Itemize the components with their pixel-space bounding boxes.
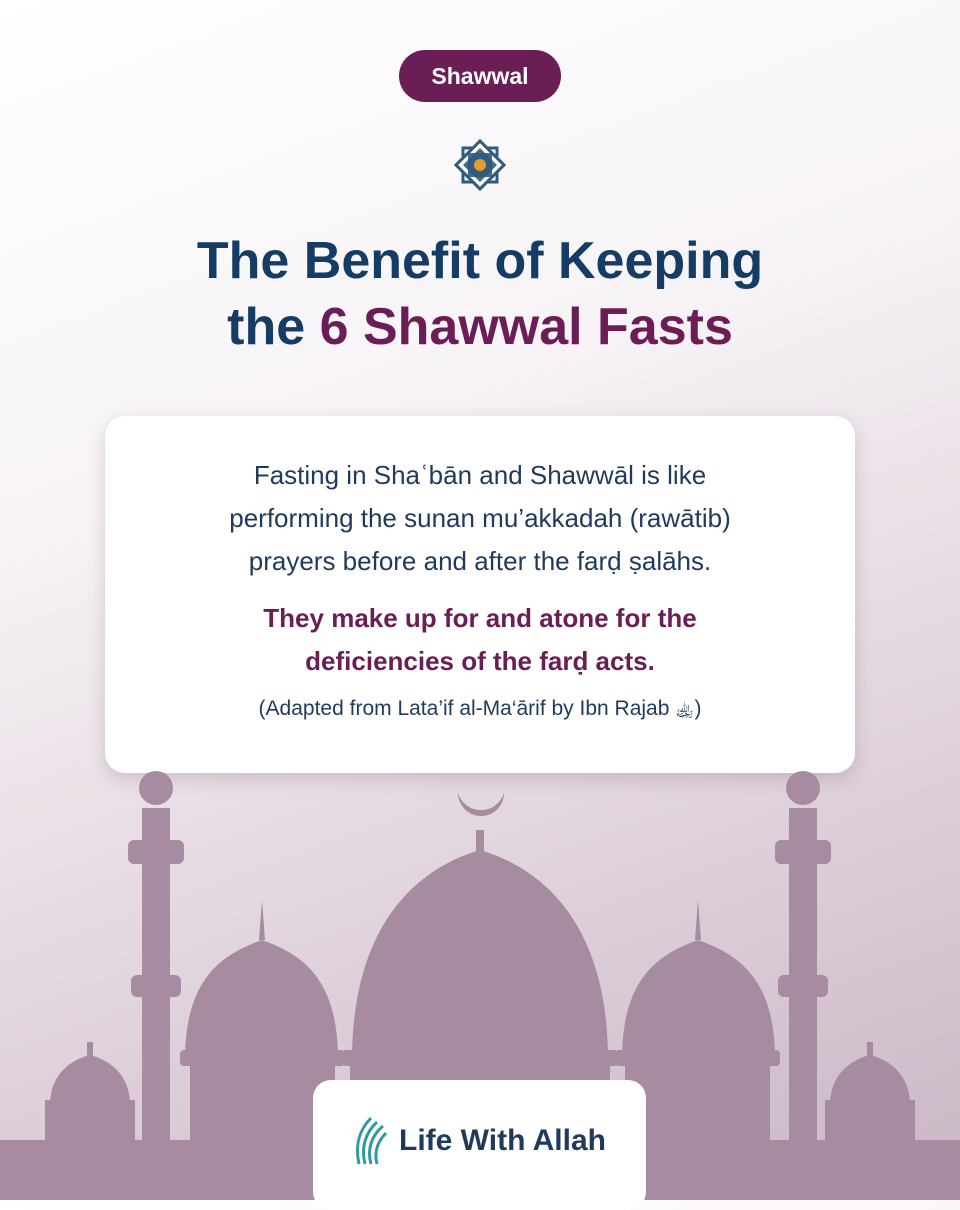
emphasis-line-2: deficiencies of the farḍ acts. — [305, 646, 655, 676]
emphasis-paragraph — [180, 597, 780, 683]
quote-line-1: Fasting in Shaʿbān and Shawwāl is like — [253, 460, 707, 490]
quote-line-2: performing the sunan mu’akkadah (rawātib) — [229, 503, 731, 533]
title-line-1: The Benefit of Keeping — [196, 232, 764, 290]
crescent-icon — [448, 773, 512, 833]
title-line-2-accent: 6 Shawwal Fasts — [319, 298, 733, 356]
brand-footer — [313, 1080, 646, 1210]
quote-line-3: prayers before and after the farḍ ṣalāhs. — [248, 546, 712, 576]
source-citation: (Adapted from Lata’if al-Ma‘ārif by Ibn Rajab ﵀) — [258, 697, 702, 720]
life-with-allah-logo-icon — [353, 1116, 387, 1166]
quote-card — [105, 416, 855, 773]
brand-name: Life With Allah — [399, 1124, 606, 1157]
quote-paragraph — [160, 454, 800, 583]
page-title — [80, 228, 880, 360]
emphasis-line-1: They make up for and atone for the — [263, 603, 697, 633]
title-line-2-prefix: the — [227, 298, 320, 356]
islamic-star-icon — [452, 137, 508, 193]
category-badge: Shawwal — [399, 50, 561, 102]
